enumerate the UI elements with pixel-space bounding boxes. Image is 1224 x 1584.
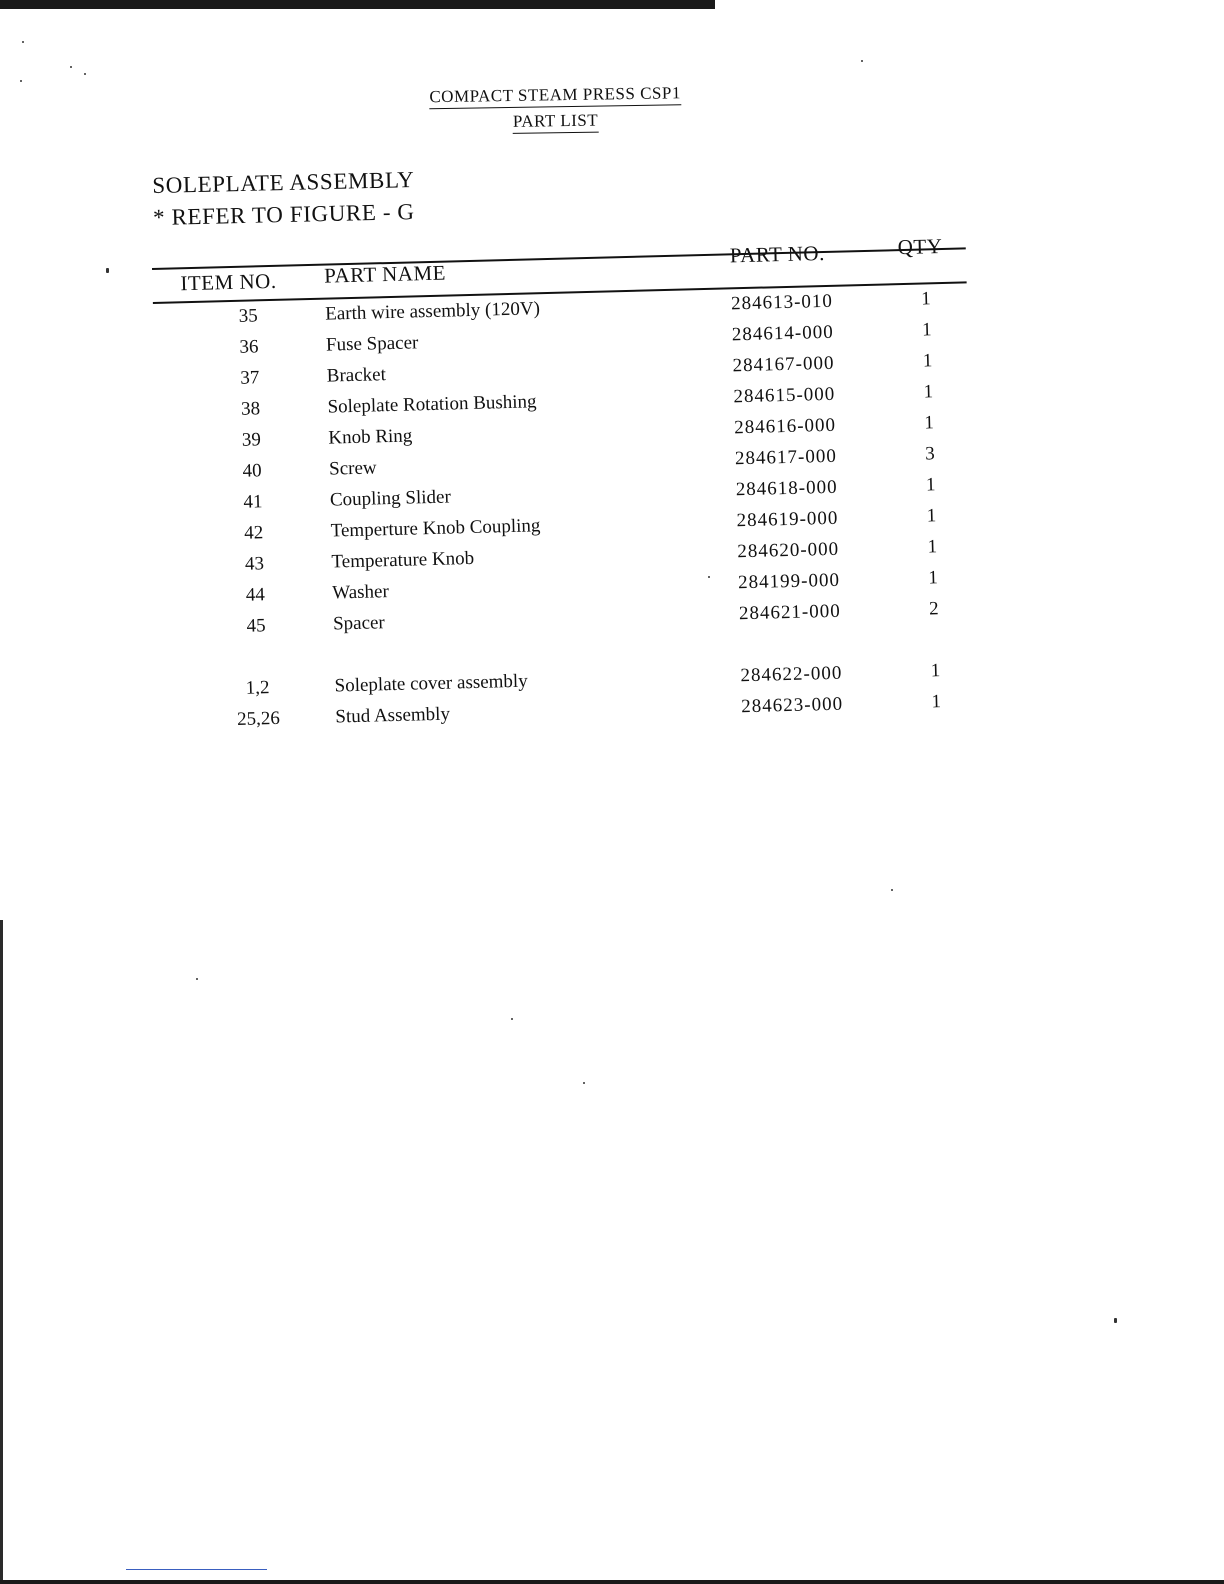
part-no-cell: 284614-000 xyxy=(731,321,834,346)
item-no-cell: 1,2 xyxy=(245,677,270,699)
qty-cell: 1 xyxy=(924,412,935,434)
scan-speck xyxy=(196,978,198,980)
header-part-no: PART NO. xyxy=(729,240,826,268)
part-name-cell: Stud Assembly xyxy=(335,703,451,728)
part-name-cell: Temperature Knob xyxy=(331,547,475,573)
header-qty: QTY xyxy=(897,233,943,260)
item-no-cell: 42 xyxy=(243,522,264,544)
table-top-rule xyxy=(152,247,966,269)
scan-speck xyxy=(106,268,109,273)
parts-table xyxy=(152,233,966,730)
part-no-cell: 284616-000 xyxy=(733,414,837,439)
qty-cell: 1 xyxy=(930,660,941,682)
qty-cell: 1 xyxy=(925,474,936,496)
qty-cell: 1 xyxy=(928,567,939,589)
item-no-cell: 39 xyxy=(241,429,262,451)
scan-speck xyxy=(583,1082,585,1084)
qty-cell: 1 xyxy=(926,505,937,527)
part-no-cell: 284623-000 xyxy=(741,693,844,718)
section-heading xyxy=(152,164,416,234)
part-name-cell: Temperture Knob Coupling xyxy=(330,515,541,542)
qty-cell: 1 xyxy=(921,319,932,341)
part-no-cell: 284199-000 xyxy=(737,569,841,594)
item-no-cell: 43 xyxy=(244,553,265,575)
part-name-cell: Spacer xyxy=(332,612,386,635)
scan-speck xyxy=(84,73,86,75)
document-header xyxy=(380,83,731,136)
part-no-cell: 284615-000 xyxy=(733,383,836,408)
part-name-cell: Earth wire assembly (120V) xyxy=(324,298,541,325)
scan-speck xyxy=(511,1018,513,1020)
item-no-cell: 38 xyxy=(240,398,261,420)
part-name-cell: Screw xyxy=(328,457,377,480)
qty-cell: 1 xyxy=(922,350,933,372)
section-title: SOLEPLATE ASSEMBLY xyxy=(152,167,415,198)
qty-cell: 1 xyxy=(931,691,942,713)
header-part-name: PART NAME xyxy=(323,260,447,288)
part-no-cell: 284621-000 xyxy=(738,600,841,625)
part-no-cell: 284619-000 xyxy=(736,507,839,532)
qty-cell: 1 xyxy=(927,536,938,558)
part-no-cell: 284622-000 xyxy=(740,662,843,687)
item-no-cell: 37 xyxy=(240,367,260,389)
qty-cell: 1 xyxy=(923,381,934,403)
document-subtitle: PART LIST xyxy=(513,111,599,134)
part-name-cell: Soleplate Rotation Bushing xyxy=(327,391,537,418)
part-no-cell: 284613-010 xyxy=(730,290,834,315)
scan-speck xyxy=(22,41,24,43)
qty-cell: 1 xyxy=(921,288,932,310)
part-name-cell: Washer xyxy=(332,581,390,604)
item-no-cell: 44 xyxy=(245,584,266,606)
item-no-cell: 45 xyxy=(246,615,266,637)
part-name-cell: Coupling Slider xyxy=(329,486,452,511)
part-name-cell: Soleplate cover assembly xyxy=(334,670,528,697)
document-title: COMPACT STEAM PRESS CSP1 xyxy=(429,83,681,109)
item-no-cell: 25,26 xyxy=(236,707,281,730)
scan-speck xyxy=(20,80,22,82)
item-no-cell: 35 xyxy=(238,305,259,327)
part-no-cell: 284617-000 xyxy=(734,445,838,470)
part-no-cell: 284618-000 xyxy=(735,476,838,501)
scan-speck xyxy=(891,889,893,891)
scan-speck xyxy=(861,60,863,62)
part-no-cell: 284620-000 xyxy=(737,538,840,563)
item-no-cell: 40 xyxy=(242,460,262,482)
figure-reference: * REFER TO FIGURE - G xyxy=(152,199,415,230)
scan-speck xyxy=(70,66,72,68)
scan-top-border xyxy=(0,0,715,9)
item-no-cell: 41 xyxy=(243,491,263,513)
scan-artifact-line xyxy=(126,1569,267,1570)
part-no-cell: 284167-000 xyxy=(732,352,835,377)
part-name-cell: Bracket xyxy=(326,364,387,387)
qty-cell: 3 xyxy=(924,443,935,465)
scan-speck xyxy=(1114,1318,1117,1323)
part-name-cell: Fuse Spacer xyxy=(325,332,419,356)
qty-cell: 2 xyxy=(928,598,939,620)
item-no-cell: 36 xyxy=(239,336,259,358)
scan-left-edge xyxy=(0,920,3,1584)
scan-bottom-border xyxy=(0,1580,1224,1584)
part-name-cell: Knob Ring xyxy=(328,425,413,449)
header-item-no: ITEM NO. xyxy=(180,268,277,296)
